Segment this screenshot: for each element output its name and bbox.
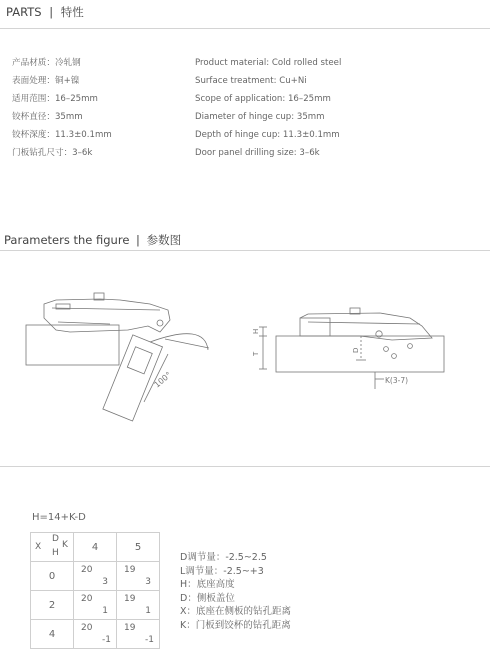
corner-d: D [52,534,59,544]
angle-label: 100° [152,370,174,390]
table-cell [117,562,160,591]
spec-cn-line: 铰杯深度：11.3±0.1mm [12,130,112,140]
table-cell [74,562,117,591]
height-formula: H=14+K-D [32,512,86,523]
spec-en-line: Depth of hinge cup: 11.3±0.1mm [195,130,340,140]
note-line: K：门板到饺杯的钻孔距离 [180,619,291,631]
spec-en-line: Diameter of hinge cup: 35mm [195,112,325,122]
d-value: -1 [102,635,111,645]
x-value: 4 [31,620,74,649]
spec-en-line: Door panel drilling size: 3–6k [195,148,320,158]
spec-cn-line: 门板钻孔尺寸：3–6k [12,148,93,158]
mount-plate [300,318,330,336]
opened-door-panel [103,335,163,421]
cabinet-base-panel [276,336,444,372]
corner-h: H [52,548,59,558]
spec-cn-line: 铰杯直径：35mm [12,112,83,122]
parts-divider [0,28,490,29]
corner-k: K [62,540,68,550]
spec-cn-line: 适用范围：16–25mm [12,94,98,104]
parts-title-en: PARTS [6,5,42,19]
adjustment-notes [180,551,291,632]
parts-title-cn: 特性 [60,5,84,19]
params-section-title [4,232,181,248]
corner-x: X [35,542,42,552]
spec-en-line: Surface treatment: Cu+Ni [195,76,307,86]
table-header-row [31,533,160,562]
dim-t-label: T [252,351,260,356]
table-cell [74,591,117,620]
spec-en-line: Product material: Cold rolled steel [195,58,342,68]
title-separator: | [49,5,54,19]
x-value: 2 [31,591,74,620]
table-row [31,620,160,649]
d-value: 3 [145,577,151,587]
h-value: 19 [124,623,136,633]
note-line: D调节量：-2.5~2.5 [180,552,267,563]
table-cell [74,620,117,649]
h-value: 20 [81,623,93,633]
note-line: H：底座高度 [180,579,235,590]
params-title-cn: 参数图 [146,233,182,247]
figure-divider [0,466,490,467]
table-cell [117,591,160,620]
hinge-technical-drawing [0,252,490,462]
h-value: 19 [124,565,136,575]
h-value: 20 [81,594,93,604]
params-title-en: Parameters the figure [4,233,130,247]
parts-section-title [6,4,84,20]
specs-en-list [195,58,341,166]
d-value: -1 [145,635,154,645]
table-row [31,562,160,591]
dim-k-label: K(3-7) [385,376,409,385]
d-value: 1 [145,606,151,616]
k-value-header: 4 [74,533,117,562]
hinge-parameter-table [30,532,160,649]
specs-cn-list [12,58,112,166]
table-row [31,591,160,620]
note-line: L调节量：-2.5~+3 [180,565,264,577]
dim-h-label: H [252,328,260,334]
x-value: 0 [31,562,74,591]
note-line: X：底座在侧板的钻孔距离 [180,606,292,617]
note-line: D：侧板盖位 [180,592,235,604]
k-value-header: 5 [117,533,160,562]
h-value: 20 [81,565,93,575]
title-separator: | [136,233,140,247]
spec-en-line: Scope of application: 16–25mm [195,94,331,104]
dim-d-label: D [352,347,360,353]
h-value: 19 [124,594,136,604]
params-divider [0,250,490,251]
table-corner-cell [31,533,74,562]
table-cell [117,620,160,649]
spec-cn-line: 表面处理：铜+镍 [12,76,80,86]
d-value: 1 [102,606,108,616]
d-value: 3 [102,577,108,587]
spec-cn-line: 产品材质：冷轧钢 [12,58,81,68]
